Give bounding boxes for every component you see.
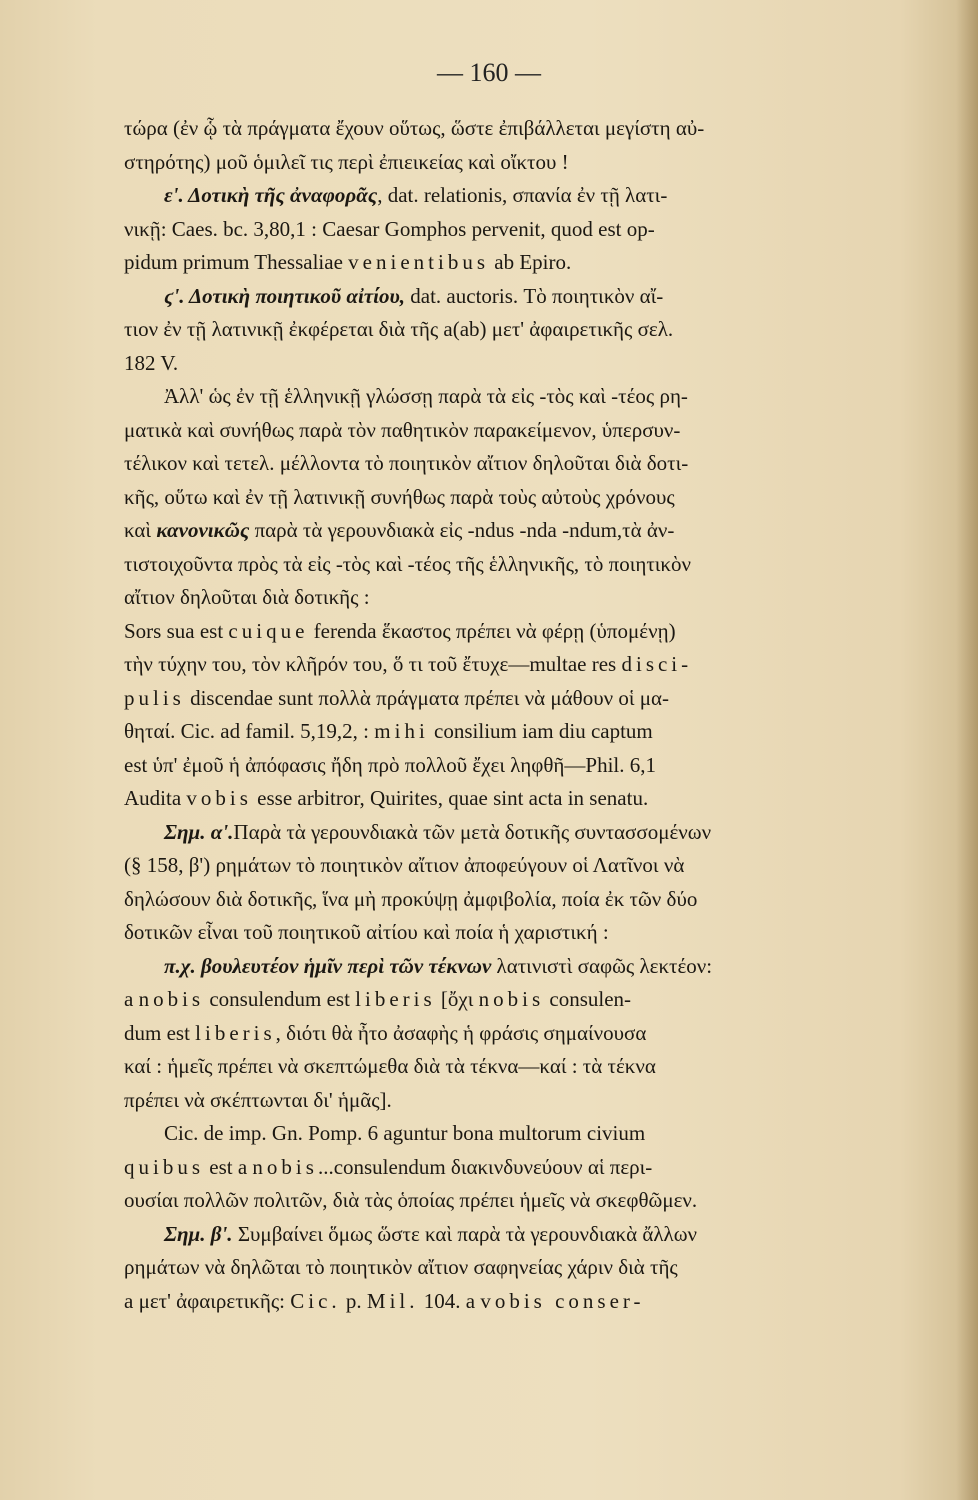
- text-line: [124, 682, 960, 716]
- text-segment: τέλικον καὶ τετελ. μέλλοντα τὸ ποιητικὸν αἴτιον δηλοῦται διὰ δοτι-: [124, 451, 689, 475]
- text-segment: 182 V.: [124, 350, 179, 375]
- text-segment: κανονικῶς: [156, 518, 250, 542]
- text-segment: ...consulendum διακινδυνεύουν αἱ περι-: [317, 1154, 653, 1179]
- text-segment: est ὑπ' ἐμοῦ ἡ ἀπόφασις ἤδη πρὸ πολλοῦ ἔχει ληφθῆ—Phil. 6,1: [124, 752, 656, 777]
- text-segment: ρημάτων νὰ δηλῶται τὸ ποιητικὸν αἴτιον σαφηνείας χάριν διὰ τῆς: [124, 1255, 678, 1279]
- text-line: [124, 481, 960, 515]
- text-segment: liberis: [195, 1020, 276, 1045]
- text-segment: nobis: [138, 987, 205, 1011]
- text-line: [124, 112, 960, 146]
- text-segment: quibus: [124, 1154, 205, 1179]
- text-segment: π.χ. βουλευτέον ἡμῖν περὶ τῶν τέκνων: [164, 953, 492, 978]
- text-segment: a μετ' ἀφαιρετικῆς:: [124, 1288, 291, 1313]
- text-segment: a: [124, 987, 139, 1011]
- text-segment: vobis: [186, 786, 252, 810]
- text-segment: κῆς, οὕτω καὶ ἐν τῇ λατινικῇ συνήθως παρὰ τοὺς αὐτοὺς χρόνους: [124, 484, 675, 509]
- text-segment: consulen-: [544, 987, 632, 1011]
- text-segment: ε'. Δοτικὴ τῆς ἀναφορᾶς: [164, 183, 378, 207]
- text-segment: 104. a: [418, 1288, 481, 1313]
- text-line: [124, 1084, 960, 1118]
- text-segment: καί : ἡμεῖς πρέπει νὰ σκεπτώμεθα διὰ τὰ τέκνα—καί : τὰ τέκνα: [124, 1054, 656, 1078]
- text-line: [124, 179, 960, 213]
- text-line: [124, 1151, 960, 1185]
- text-segment: Sors sua est: [124, 618, 229, 643]
- text-segment: vobis conser-: [480, 1288, 645, 1313]
- text-line: [124, 749, 960, 783]
- text-segment: ab Epiro.: [489, 250, 572, 274]
- text-segment: πρέπει νὰ σκέπτωνται δι' ἡμᾶς].: [124, 1087, 392, 1112]
- text-line: [124, 1218, 960, 1252]
- text-segment: τιον ἐν τῇ λατινικῇ ἐκφέρεται διὰ τῆς a(ab) μετ' ἀφαιρετικῆς σελ.: [124, 317, 674, 341]
- text-segment: στηρότης) μοῦ ὁμιλεῖ τις περὶ ἐπιεικείας καὶ οἴκτου !: [124, 149, 569, 174]
- text-segment: dum est: [124, 1020, 196, 1045]
- text-segment: Ἀλλ' ὡς ἐν τῇ ἑλληνικῇ γλώσσῃ παρὰ τὰ εἰς -τὸς καὶ -τέος ρη-: [164, 384, 688, 408]
- text-segment: , διότι θὰ ἦτο ἀσαφὴς ἡ φράσις σημαίνουσα: [275, 1020, 647, 1045]
- text-segment: Συμβαίνει ὅμως ὥστε καὶ παρὰ τὰ γερουνδιακὰ ἄλλων: [232, 1221, 698, 1246]
- text-line: [124, 715, 960, 749]
- text-line: [124, 648, 960, 682]
- text-line: [124, 1184, 960, 1218]
- text-line: [124, 414, 960, 448]
- text-line: [124, 380, 960, 414]
- text-segment: est a: [204, 1154, 253, 1179]
- text-segment: dat. auctoris. Τὸ ποιητικὸν αἴ-: [405, 283, 664, 308]
- text-segment: Σημ. α'.: [164, 819, 234, 844]
- text-segment: [ὄχι: [435, 987, 479, 1011]
- text-segment: παρὰ τὰ γερουνδιακὰ εἰς -ndus -nda -ndum,τὰ ἀν-: [249, 518, 675, 542]
- text-segment: Audita: [124, 786, 187, 810]
- text-line: [124, 1251, 960, 1285]
- text-segment: αἴτιον δηλοῦται διὰ δοτικῆς :: [124, 585, 370, 609]
- text-line: [124, 983, 960, 1017]
- text-line: [124, 313, 960, 347]
- text-segment: esse arbitror, Quirites, quae sint acta in senatu.: [251, 786, 649, 810]
- text-line: [124, 849, 960, 883]
- text-segment: θηταί. Cic. ad famil. 5,19,2, :: [124, 719, 375, 743]
- text-segment: cuique: [228, 618, 309, 643]
- text-line: [124, 514, 960, 548]
- text-segment: Cic.: [290, 1288, 341, 1313]
- text-line: [124, 347, 960, 381]
- text-line: [124, 280, 960, 314]
- text-segment: καὶ: [124, 518, 157, 542]
- text-segment: nobis: [478, 987, 545, 1011]
- text-segment: ματικὰ καὶ συνήθως παρὰ τὸν παθητικὸν παρακείμενον, ὑπερσυν-: [124, 417, 681, 442]
- text-segment: (§ 158, β') ρημάτων τὸ ποιητικὸν αἴτιον ἀποφεύγουν οἱ Λατῖνοι νὰ: [124, 853, 685, 877]
- text-segment: nobis: [252, 1154, 318, 1179]
- text-segment: , dat. relationis, σπανία ἐν τῇ λατι-: [377, 183, 668, 207]
- text-line: [124, 883, 960, 917]
- text-segment: Παρὰ τὰ γερουνδιακὰ τῶν μετὰ δοτικῆς συντασσομένων: [233, 819, 712, 844]
- text-segment: Σημ. β'.: [164, 1221, 233, 1246]
- text-line: [124, 1285, 960, 1319]
- text-segment: λατινιστὶ σαφῶς λεκτέον:: [491, 953, 713, 978]
- text-line: [124, 1117, 960, 1151]
- text-line: [124, 246, 960, 280]
- text-segment: δοτικῶν εἶναι τοῦ ποιητικοῦ αἰτίου καὶ ποία ἡ χαριστική :: [124, 920, 609, 944]
- text-line: [124, 615, 960, 649]
- text-line: [124, 213, 960, 247]
- text-segment: ουσίαι πολλῶν πολιτῶν, διὰ τὰς ὁποίας πρέπει ἡμεῖς νὰ σκεφθῶμεν.: [124, 1188, 698, 1212]
- text-segment: venientibus: [348, 250, 489, 274]
- text-segment: pidum primum Thessaliae: [124, 250, 349, 274]
- text-segment: p.: [340, 1288, 367, 1313]
- text-segment: ferenda ἕκαστος πρέπει νὰ φέρῃ (ὑπομένῃ): [308, 618, 676, 643]
- text-segment: pulis: [124, 685, 185, 710]
- text-segment: consilium iam diu captum: [428, 719, 653, 743]
- text-line: [124, 1017, 960, 1051]
- text-line: [124, 782, 960, 816]
- text-line: [124, 816, 960, 850]
- text-line: [124, 447, 960, 481]
- text-segment: ϛ'. Δοτικὴ ποιητικοῦ αἰτίου,: [164, 283, 406, 308]
- text-segment: discendae sunt πολλὰ πράγματα πρέπει νὰ μάθουν οἱ μα-: [184, 685, 670, 710]
- text-segment: τὴν τύχην του, τὸν κλῆρόν του, ὅ τι τοῦ ἔτυχε—multae res: [124, 652, 622, 676]
- text-segment: τιστοιχοῦντα πρὸς τὰ εἰς -τὸς καὶ -τέος τῆς ἑλληνικῆς, τὸ ποιητικὸν: [124, 551, 692, 576]
- body-text: [124, 112, 960, 1318]
- text-segment: liberis: [355, 987, 436, 1011]
- text-line: [124, 146, 960, 180]
- text-segment: disci-: [621, 652, 693, 676]
- text-line: [124, 916, 960, 950]
- text-line: [124, 1050, 960, 1084]
- text-line: [124, 548, 960, 582]
- text-segment: Mil.: [366, 1288, 419, 1313]
- text-segment: τώρα (ἐν ᾧ τὰ πράγματα ἔχουν οὕτως, ὥστε ἐπιβάλλεται μεγίστη αὐ-: [124, 116, 705, 140]
- text-line: [124, 950, 960, 984]
- text-segment: νικῇ: Caes. bc. 3,80,1 : Caesar Gomphos pervenit, quod est op-: [124, 216, 655, 241]
- page-number: — 160 —: [437, 58, 541, 87]
- text-segment: Cic. de imp. Gn. Pomp. 6 aguntur bona multorum civium: [164, 1121, 646, 1145]
- text-line: [124, 581, 960, 615]
- text-segment: consulendum est: [204, 987, 356, 1011]
- text-segment: δηλώσουν διὰ δοτικῆς, ἵνα μὴ προκύψῃ ἀμφιβολία, ποία ἐκ τῶν δύο: [124, 886, 698, 911]
- text-segment: mihi: [374, 719, 429, 743]
